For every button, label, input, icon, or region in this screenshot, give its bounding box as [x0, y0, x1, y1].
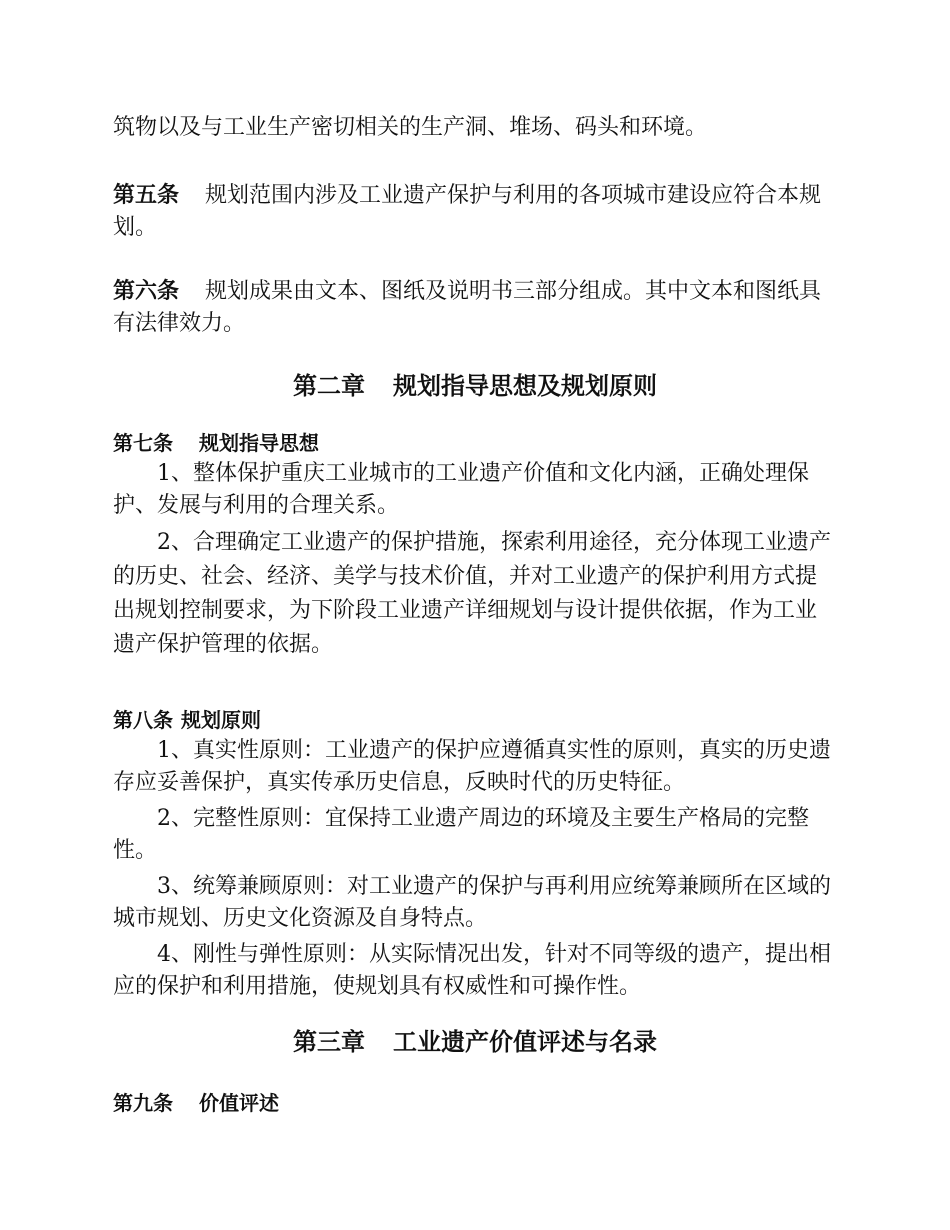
chapter-2-title: 规划指导思想及规划原则 — [393, 372, 657, 400]
article-8-body — [113, 735, 838, 1003]
article-8-item: 4、刚性与弹性原则：从实际情况出发，针对不同等级的遗产，提出相应的保护和利用措施，使规划具有权威性和可操作性。 — [113, 942, 831, 999]
article-9-label: 第九条 — [113, 1091, 173, 1115]
chapter-2-heading — [0, 369, 950, 403]
article-8-label: 第八条 — [113, 708, 173, 732]
article-9-heading — [113, 1088, 279, 1118]
article-8-item: 2、完整性原则：宜保持工业遗产周边的环境及主要生产格局的完整性。 — [113, 806, 809, 863]
article-6-text: 规划成果由文本、图纸及说明书三部分组成。其中文本和图纸具有法律效力。 — [113, 279, 822, 336]
article-8-item: 3、统筹兼顾原则：对工业遗产的保护与再利用应统筹兼顾所在区域的城市规划、历史文化资源及自身特点。 — [113, 874, 831, 931]
chapter-3-title: 工业遗产价值评述与名录 — [393, 1028, 657, 1056]
article-5 — [113, 180, 838, 244]
article-8-title: 规划原则 — [181, 708, 261, 732]
article-8-heading — [113, 705, 261, 735]
article-6-label: 第六条 — [113, 279, 180, 304]
article-7-title: 规划指导思想 — [199, 431, 319, 455]
article-9-title: 价值评述 — [199, 1091, 279, 1115]
article-5-label: 第五条 — [113, 183, 180, 208]
article-7-heading — [113, 428, 319, 458]
continuation-paragraph: 筑物以及与工业生产密切相关的生产洞、堆场、码头和环境。 — [113, 115, 708, 140]
article-7-item: 1、整体保护重庆工业城市的工业遗产价值和文化内涵，正确处理保护、发展与利用的合理关系。 — [113, 461, 809, 518]
chapter-3-label: 第三章 — [293, 1028, 365, 1056]
article-6 — [113, 276, 838, 340]
chapter-2-label: 第二章 — [293, 372, 365, 400]
article-7-label: 第七条 — [113, 431, 173, 455]
article-8-item: 1、真实性原则：工业遗产的保护应遵循真实性的原则，真实的历史遗存应妥善保护，真实传承历史信息，反映时代的历史特征。 — [113, 738, 831, 795]
chapter-3-heading — [0, 1025, 950, 1059]
article-5-text: 规划范围内涉及工业遗产保护与利用的各项城市建设应符合本规划。 — [113, 183, 822, 240]
article-7-body — [113, 458, 838, 662]
article-7-item: 2、合理确定工业遗产的保护措施，探索利用途径，充分体现工业遗产的历史、社会、经济、美学与技术价值，并对工业遗产的保护利用方式提出规划控制要求，为下阶段工业遗产详细规划与设计提供依据，作为工业遗产保护管理的依据。 — [113, 530, 831, 657]
